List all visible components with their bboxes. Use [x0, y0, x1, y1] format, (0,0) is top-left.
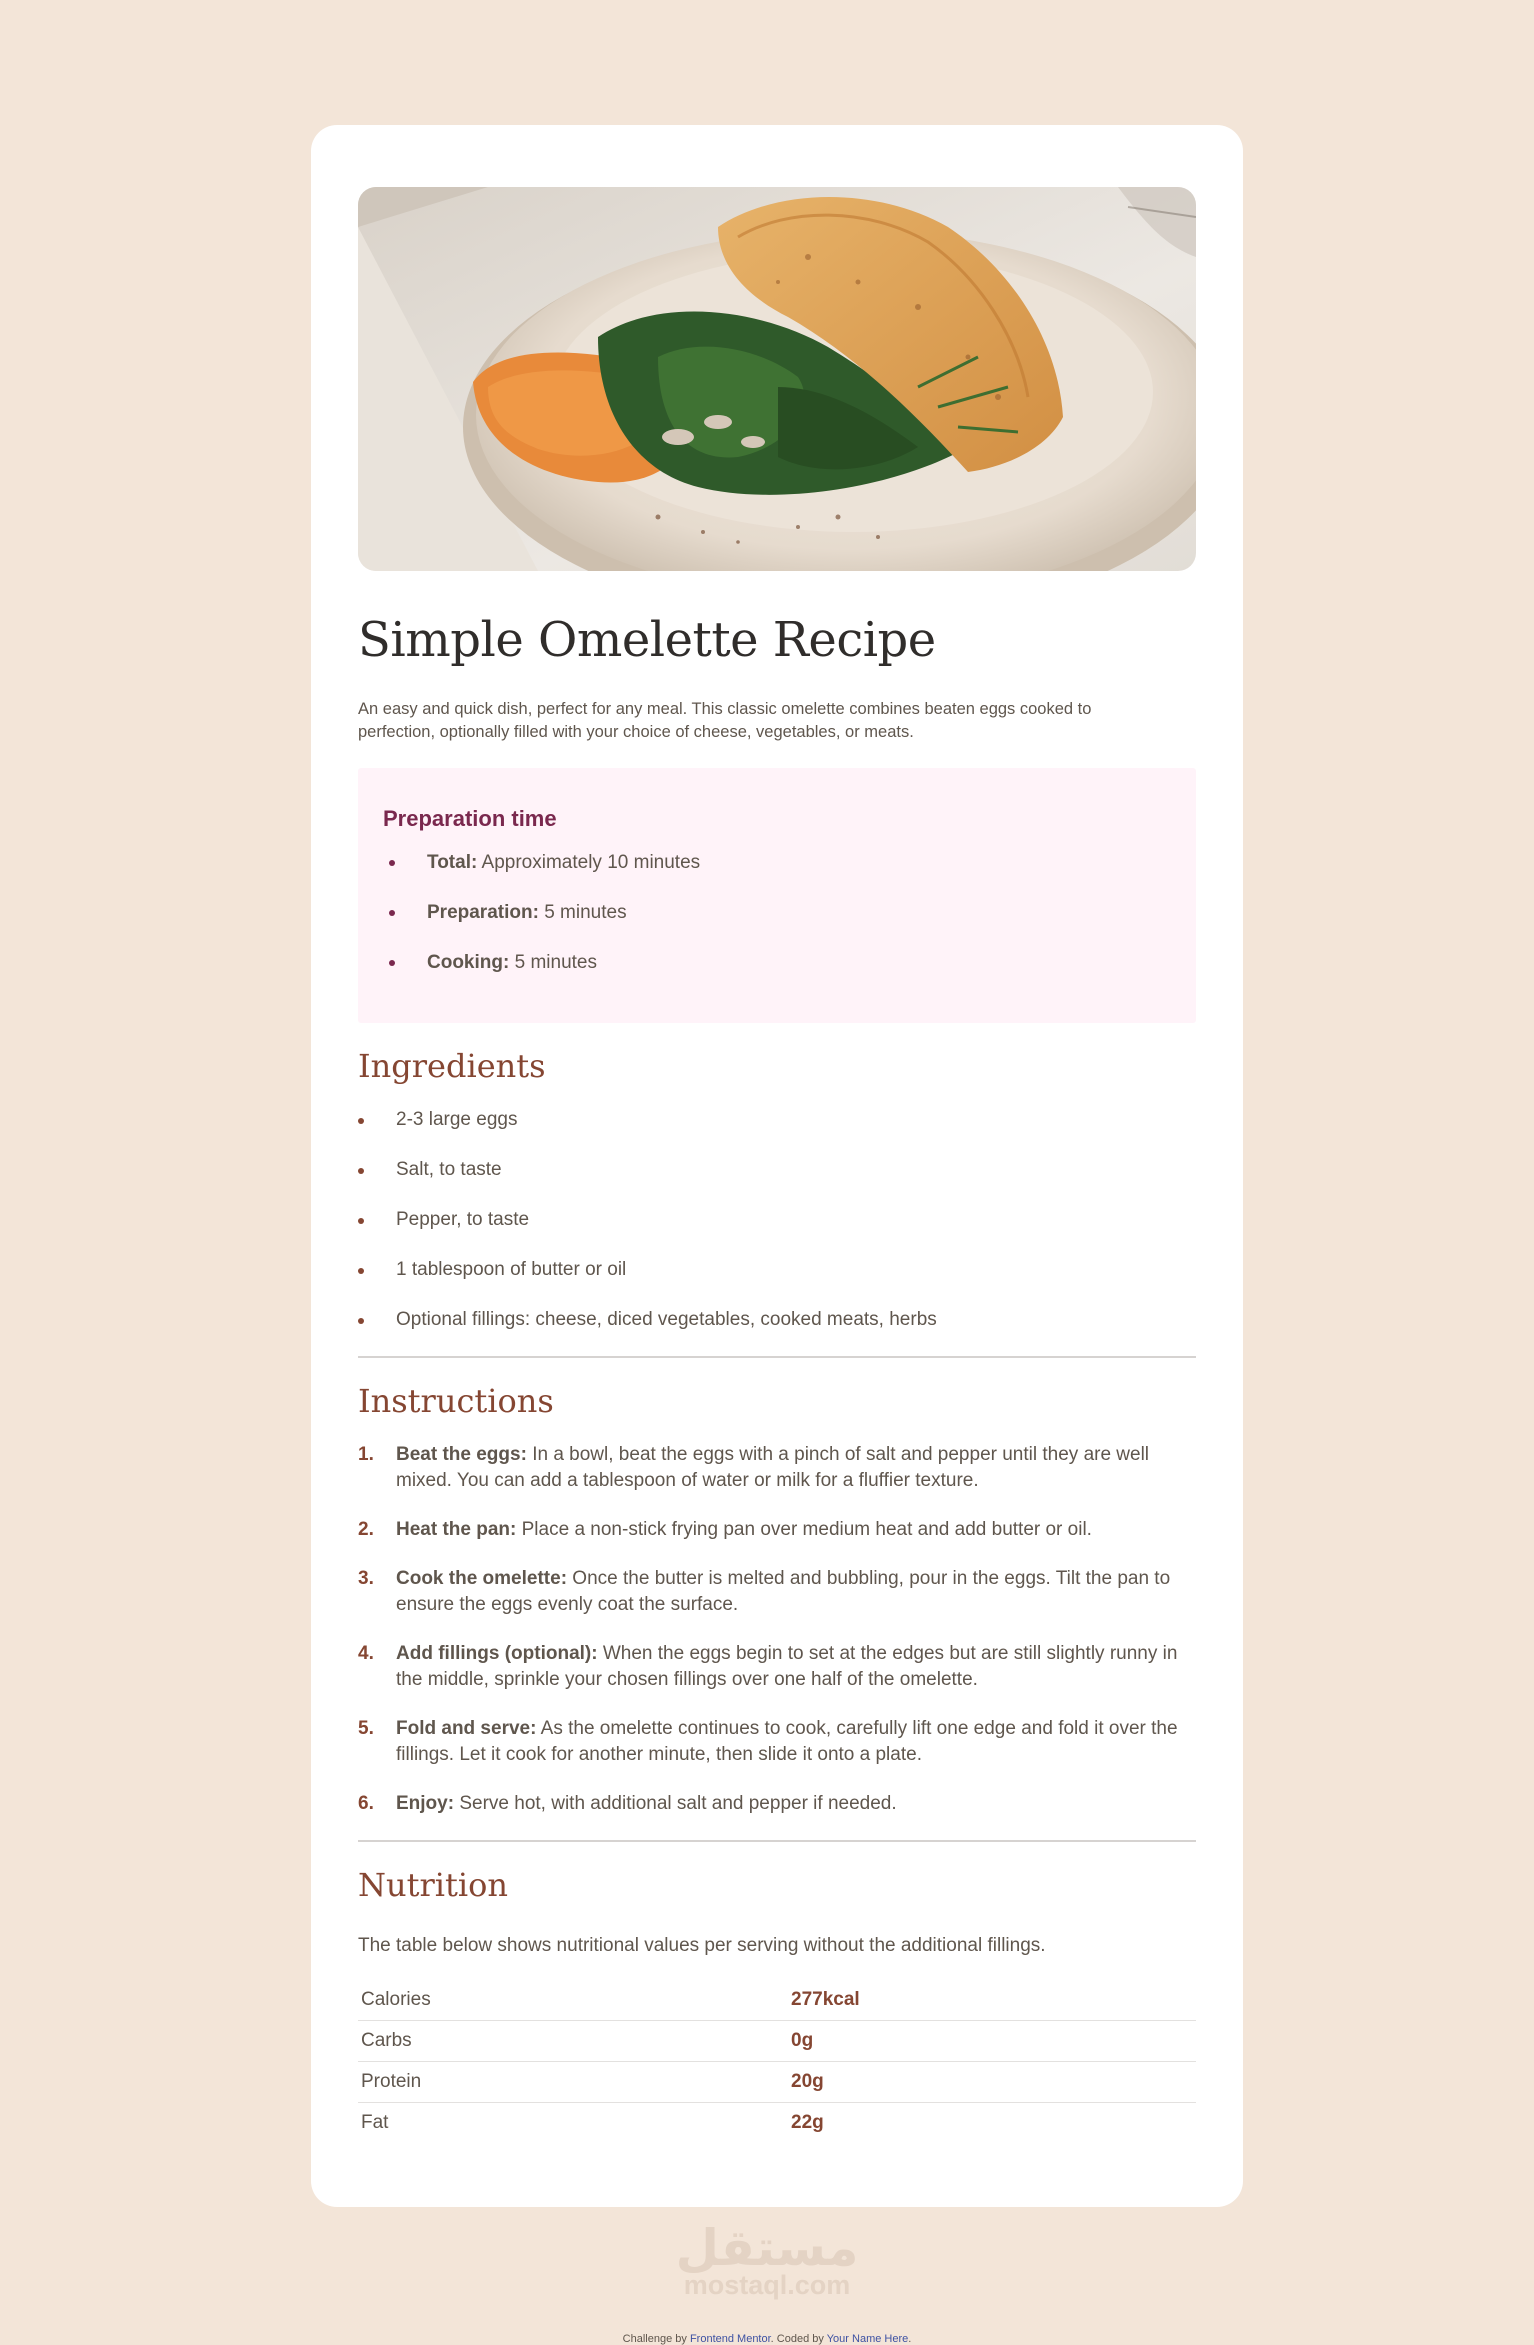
- list-item: [358, 1156, 1196, 1206]
- step-label: Heat the pan:: [396, 1518, 517, 1540]
- list-item: [383, 849, 1171, 899]
- prep-value: 5 minutes: [538, 902, 627, 924]
- list-item: [358, 1566, 1186, 1618]
- step-number: 6.: [358, 1792, 374, 1814]
- list-item: [358, 1256, 1196, 1306]
- bullet-icon: [358, 1318, 364, 1324]
- preparation-heading: Preparation time: [383, 806, 557, 832]
- bullet-icon: [358, 1268, 364, 1274]
- ingredient-text: Pepper, to taste: [396, 1208, 530, 1230]
- watermark-latin: mostaql.com: [683, 2270, 851, 2300]
- attribution: [0, 2333, 1534, 2345]
- ingredient-text: Optional fillings: cheese, diced vegetables, cooked meats, herbs: [396, 1308, 937, 1330]
- list-item: [358, 1517, 1186, 1543]
- nutrient-name: Carbs: [358, 2021, 788, 2062]
- step-label: Fold and serve:: [396, 1717, 537, 1739]
- step-text: In a bowl, beat the eggs with a pinch of salt and pepper until they are well mixed. You can add a tablespoon of water or milk for a fluffier texture.: [396, 1443, 1150, 1491]
- prep-label: Cooking:: [427, 952, 510, 974]
- step-label: Beat the eggs:: [396, 1443, 527, 1465]
- nutrient-value: 22g: [791, 2112, 824, 2134]
- list-item: [358, 1716, 1186, 1768]
- prep-value: 5 minutes: [509, 952, 597, 974]
- bullet-icon: [389, 960, 395, 966]
- list-item: [358, 1791, 1186, 1817]
- ingredient-text: 1 tablespoon of butter or oil: [396, 1258, 627, 1280]
- recipe-intro: An easy and quick dish, perfect for any meal. This classic omelette combines beaten eggs cooked to perfection, optionally filled with your choice of cheese, vegetables, or meats.: [358, 700, 1092, 742]
- step-label: Add fillings (optional):: [396, 1642, 598, 1664]
- instructions-heading: Instructions: [358, 1381, 554, 1420]
- step-number: 3.: [358, 1567, 374, 1589]
- ingredients-heading: Ingredients: [358, 1047, 546, 1086]
- nutrient-name: Protein: [358, 2062, 788, 2103]
- step-number: 2.: [358, 1518, 374, 1540]
- section-divider: [358, 1840, 1196, 1842]
- instructions-list: [358, 1442, 1196, 1817]
- recipe-card: [311, 125, 1243, 2207]
- step-number: 5.: [358, 1717, 374, 1739]
- preparation-time-box: [358, 768, 1196, 1023]
- list-item: [383, 899, 1171, 949]
- attribution-suffix: .: [908, 2333, 912, 2345]
- table-row: [358, 2103, 1196, 2144]
- list-item: [358, 1106, 1196, 1156]
- step-text: As the omelette continues to cook, carefully lift one edge and fold it over the fillings. Let it cook for another minute, then slide it onto a plate.: [396, 1717, 1178, 1765]
- prep-label: Preparation:: [427, 902, 539, 924]
- step-text: Serve hot, with additional salt and pepper if needed.: [454, 1792, 897, 1814]
- bullet-icon: [358, 1118, 364, 1124]
- bullet-icon: [358, 1218, 364, 1224]
- nutrient-name: Calories: [358, 1980, 788, 2021]
- list-item: [358, 1206, 1196, 1256]
- step-text: Once the butter is melted and bubbling, pour in the eggs. Tilt the pan to ensure the eggs evenly coat the surface.: [396, 1567, 1171, 1615]
- ingredient-text: 2-3 large eggs: [396, 1108, 518, 1130]
- list-item: [358, 1306, 1196, 1356]
- nutrition-table: [358, 1980, 1196, 2143]
- section-divider: [358, 1356, 1196, 1358]
- table-row: [358, 2021, 1196, 2062]
- step-number: 1.: [358, 1443, 374, 1465]
- list-item: [358, 1442, 1186, 1494]
- step-text: Place a non-stick frying pan over medium heat and add butter or oil.: [516, 1518, 1092, 1540]
- list-item: [358, 1641, 1186, 1693]
- table-row: [358, 1980, 1196, 2021]
- attribution-middle: . Coded by: [770, 2333, 827, 2345]
- nutrient-value: 277kcal: [788, 1980, 1196, 2021]
- nutrient-name: Fat: [361, 2112, 389, 2134]
- author-link[interactable]: Your Name Here: [826, 2333, 909, 2345]
- bullet-icon: [358, 1168, 364, 1174]
- prep-value: Approximately 10 minutes: [477, 852, 701, 874]
- list-item: [383, 949, 1171, 999]
- step-label: Enjoy:: [396, 1792, 455, 1814]
- step-label: Cook the omelette:: [396, 1567, 568, 1589]
- ingredient-text: Salt, to taste: [396, 1158, 502, 1180]
- frontend-mentor-link[interactable]: Frontend Mentor: [689, 2333, 771, 2345]
- step-number: 4.: [358, 1642, 374, 1664]
- ingredients-list: [358, 1106, 1196, 1356]
- table-row: [358, 2062, 1196, 2103]
- nutrition-description: The table below shows nutritional values per serving without the additional fillings.: [358, 1935, 1046, 1957]
- bullet-icon: [389, 860, 395, 866]
- bullet-icon: [389, 910, 395, 916]
- nutrient-value: 0g: [788, 2021, 1196, 2062]
- attribution-prefix: Challenge by: [622, 2333, 690, 2345]
- prep-label: Total:: [427, 852, 478, 874]
- step-text: When the eggs begin to set at the edges but are still slightly runny in the middle, sprinkle your chosen fillings over one half of the omelette.: [396, 1642, 1178, 1690]
- preparation-list: [383, 849, 1171, 999]
- nutrition-heading: Nutrition: [358, 1865, 508, 1904]
- nutrient-value: 20g: [788, 2062, 1196, 2103]
- omelette-photo: [358, 187, 1196, 571]
- mostaql-watermark: [0, 2220, 1534, 2300]
- watermark-arabic: مستقل: [675, 2219, 859, 2277]
- page-title: Simple Omelette Recipe: [358, 612, 936, 668]
